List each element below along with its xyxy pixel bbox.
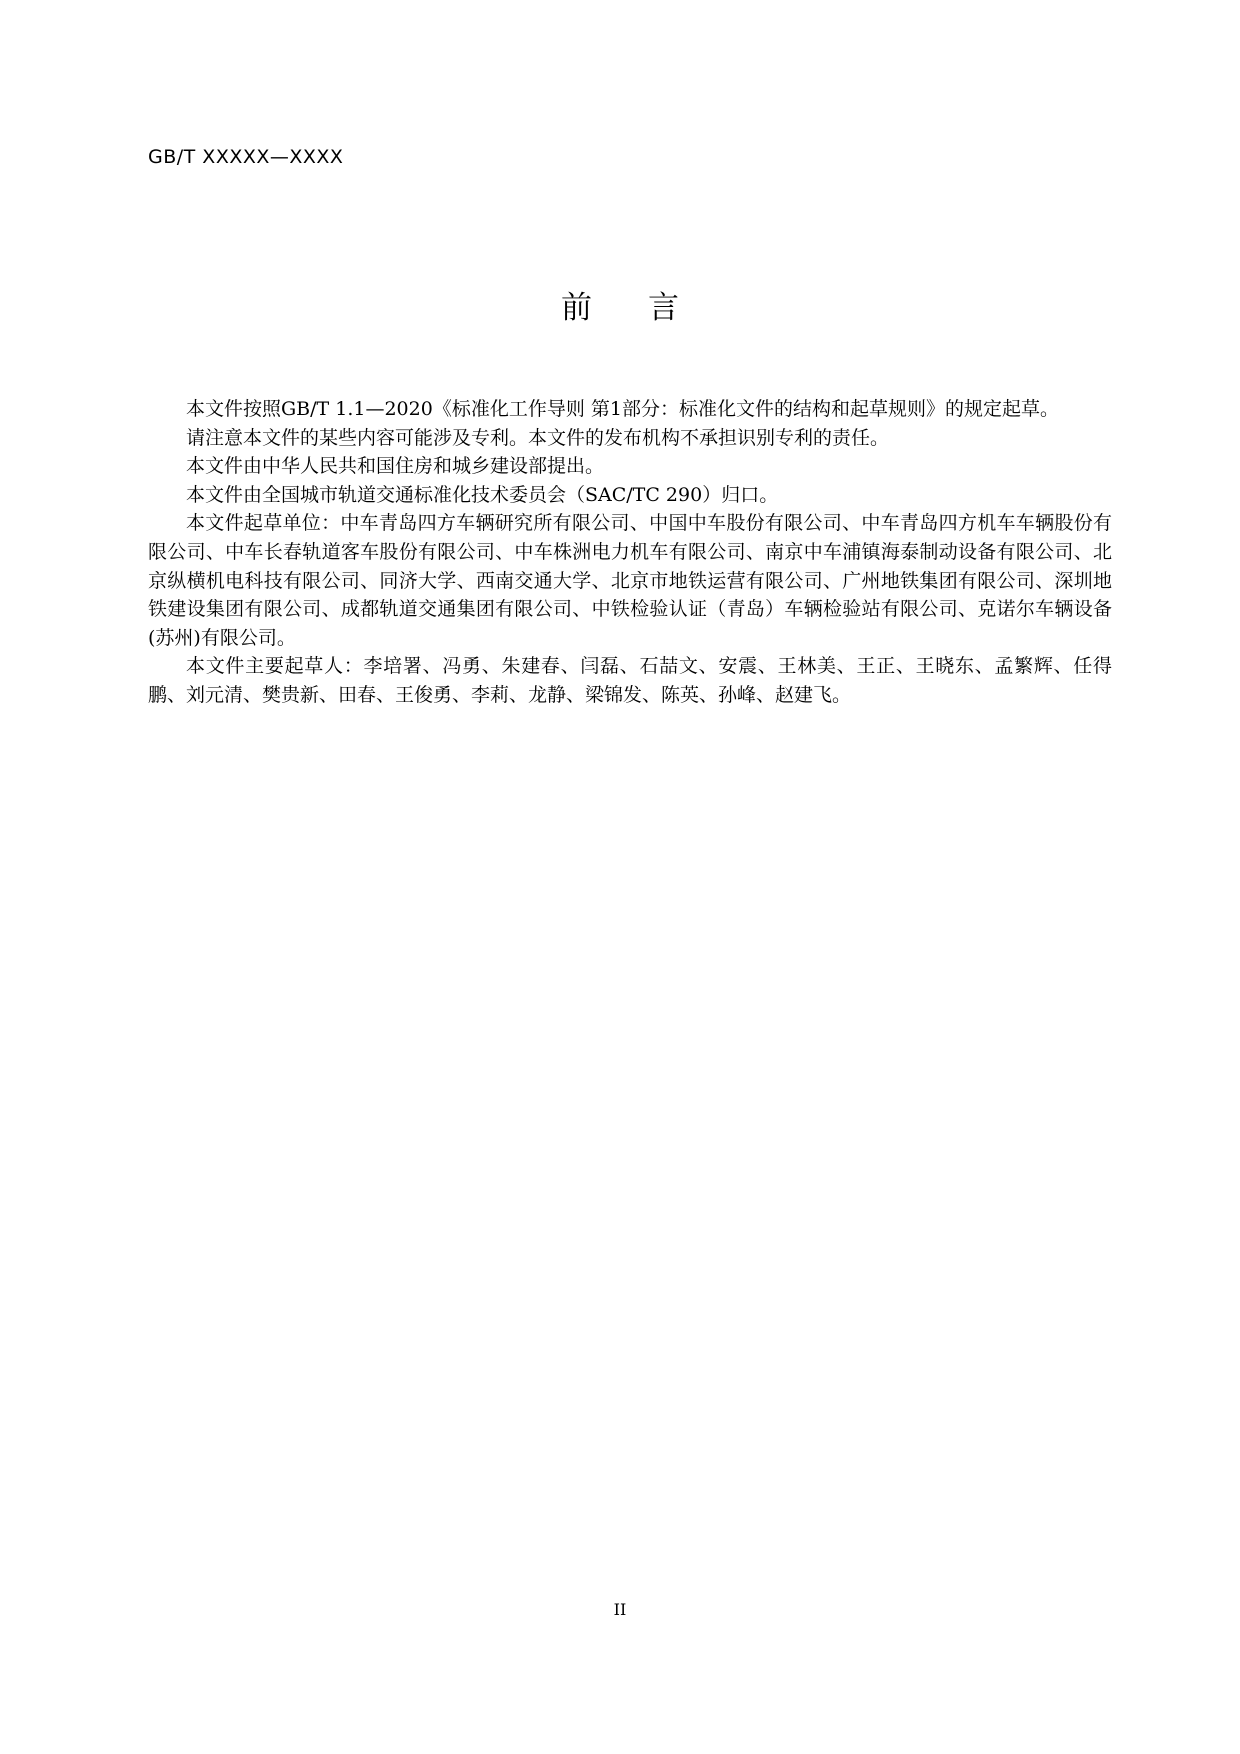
paragraph-patent-notice: 请注意本文件的某些内容可能涉及专利。本文件的发布机构不承担识别专利的责任。 (186, 426, 890, 449)
paragraph-drafters: 本文件主要起草人：李培署、冯勇、朱建春、闫磊、石喆文、安震、王林美、王正、王晓东、孟繁辉、任得鹏、刘元清、樊贵新、田春、王俊勇、李莉、龙静、梁锦发、陈英、孙峰、赵建飞。 (148, 655, 1112, 706)
paragraph-proposer: 本文件由中华人民共和国住房和城乡建设部提出。 (186, 455, 605, 478)
page-number: II (613, 1600, 627, 1619)
paragraph-administrator: 本文件由全国城市轨道交通标准化技术委员会（SAC/TC 290）归口。 (186, 483, 779, 506)
document-code-header: GB/T XXXXX—XXXX (148, 146, 344, 168)
document-body (148, 395, 1112, 710)
page-title: 前言 (561, 290, 735, 326)
paragraph-drafting-rules: 本文件按照GB/T 1.1—2020《标准化工作导则 第1部分：标准化文件的结构和起草规则》的规定起草。 (186, 398, 1059, 420)
paragraph-drafting-units: 本文件起草单位：中车青岛四方车辆研究所有限公司、中国中车股份有限公司、中车青岛四方机车车辆股份有限公司、中车长春轨道客车股份有限公司、中车株洲电力机车有限公司、南京中车浦镇海泰制动设备有限公司、北京纵横机电科技有限公司、同济大学、西南交通大学、北京市地铁运营有限公司、广州地铁集团有限公司、深圳地铁建设集团有限公司、成都轨道交通集团有限公司、中铁检验认证（青岛）车辆检验站有限公司、克诺尔车辆设备(苏州)有限公司。 (148, 512, 1112, 649)
